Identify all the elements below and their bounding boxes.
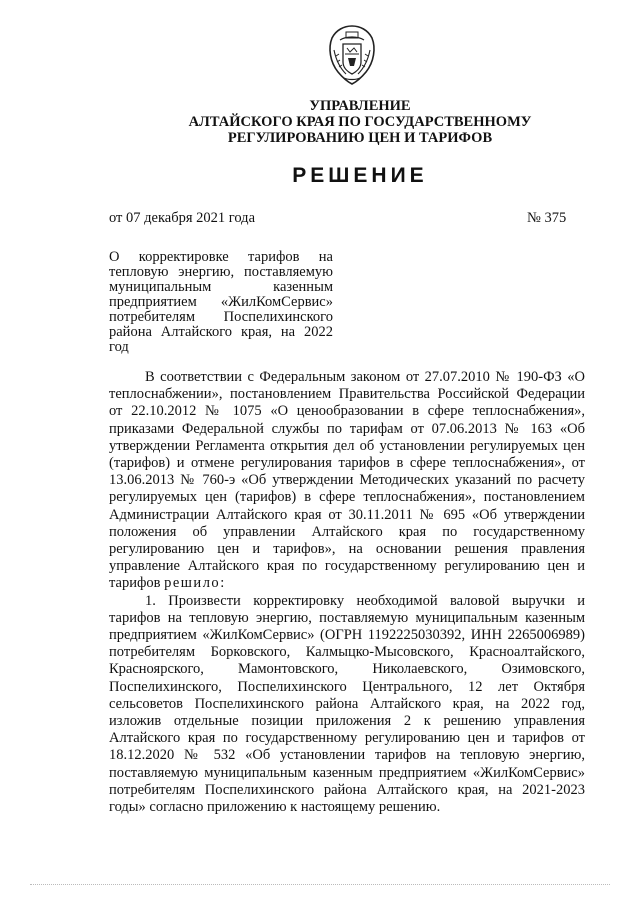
decision-body: [109, 369, 585, 816]
agency-line: УПРАВЛЕНИЕ: [309, 98, 411, 114]
agency-line: АЛТАЙСКОГО КРАЯ ПО ГОСУДАРСТВЕННОМУ: [188, 114, 532, 130]
subject-line: предприятием «ЖилКомСервис»: [109, 294, 333, 310]
decision-number: № 375: [527, 210, 567, 226]
item-1-paragraph: 1. Произвести корректировку необходимой валовой выручки и тарифов на тепловую энергию, поставляемую муниципальным казенным предприятием «ЖилКомСервис» (ОГРН 1192225030392, ИНН 2265006989) потребителям Борковского, Калмыцко-Мысовского, Красноалтайского, Красноярского, Мамонтовского, Николаевского, Озимовского, Поспелихинского, Поспелихинского Центрального, 12 лет Октября сельсоветов Поспелихинского района Алтайского края, на 2022 год, изложив отдельные позиции приложения 2 к решению управления Алтайского края по государственному регулированию цен и тарифов от 18.12.2020 № 532 «Об установлении тарифов на тепловую энергию, поставляемую муниципальным казенным предприятием «ЖилКомСервис» потребителям Поспелихинского района Алтайского края, на 2021-2023 годы» согласно приложению к настоящему решению.: [109, 592, 585, 816]
agency-name: [150, 98, 570, 146]
preamble-paragraph: В соответствии с Федеральным законом от 27.07.2010 № 190-ФЗ «О теплоснабжении», постановлением Правительства Российской Федерации от 22.10.2012 № 1075 «О ценообразовании в сфере теплоснабжения», приказами Федеральной службы по тарифам от 07.06.2013 № 163 «Об утверждении Регламента открытия дел об установлении регулируемых цен (тарифов) и отмене регулирования тарифов в сфере теплоснабжения», от 13.06.2013 № 760-э «Об утверждении Методических указаний по расчету регулируемых цен (тарифов) в сфере теплоснабжения», постановлением Администрации Алтайского края от 30.11.2011 № 695 «Об утверждении положения об управлении Алтайского края по государственному регулированию цен и тарифов», на основании решения правления управление Алтайского края по государственному регулированию цен и тарифов решило:: [109, 369, 585, 592]
document-title: РЕШЕНИЕ: [292, 164, 428, 187]
subject-line: района Алтайского края, на 2022: [109, 324, 333, 340]
coat-of-arms-emblem: [326, 22, 378, 86]
subject-line: тепловую энергию, поставляемую: [109, 264, 333, 280]
decision-date: от 07 декабря 2021 года: [109, 210, 255, 226]
decided-word: решило: [164, 575, 221, 592]
agency-line: РЕГУЛИРОВАНИЮ ЦЕН И ТАРИФОВ: [227, 130, 493, 146]
subject-line: муниципальным казенным: [109, 279, 333, 295]
subject-line: О корректировке тарифов на: [109, 249, 333, 265]
subject-line: потребителям Поспелихинского: [109, 309, 333, 325]
page-bottom-edge: [30, 884, 610, 885]
subject-line: год: [109, 339, 129, 355]
preamble-text: В соответствии с Федеральным законом от 27.07.2010 № 190-ФЗ «О теплоснабжении», постановлением Правительства Российской Федерации от 22.10.2012 № 1075 «О ценообразовании в сфере теплоснабжения», приказами Федеральной службы по тарифам от 07.06.2013 № 163 «Об утверждении Регламента открытия дел об установлении регулируемых цен (тарифов) и отмене регулирования тарифов в сфере теплоснабжения», от 13.06.2013 № 760-э «Об утверждении Методических указаний по расчету регулируемых цен (тарифов) в сфере теплоснабжения», постановлением Администрации Алтайского края от 30.11.2011 № 695 «Об утверждении положения об управлении Алтайского края по государственному регулированию цен и тарифов», на основании решения правления управление Алтайского края по государственному регулированию цен и тарифов: [109, 369, 585, 592]
decision-subject: [109, 250, 333, 355]
